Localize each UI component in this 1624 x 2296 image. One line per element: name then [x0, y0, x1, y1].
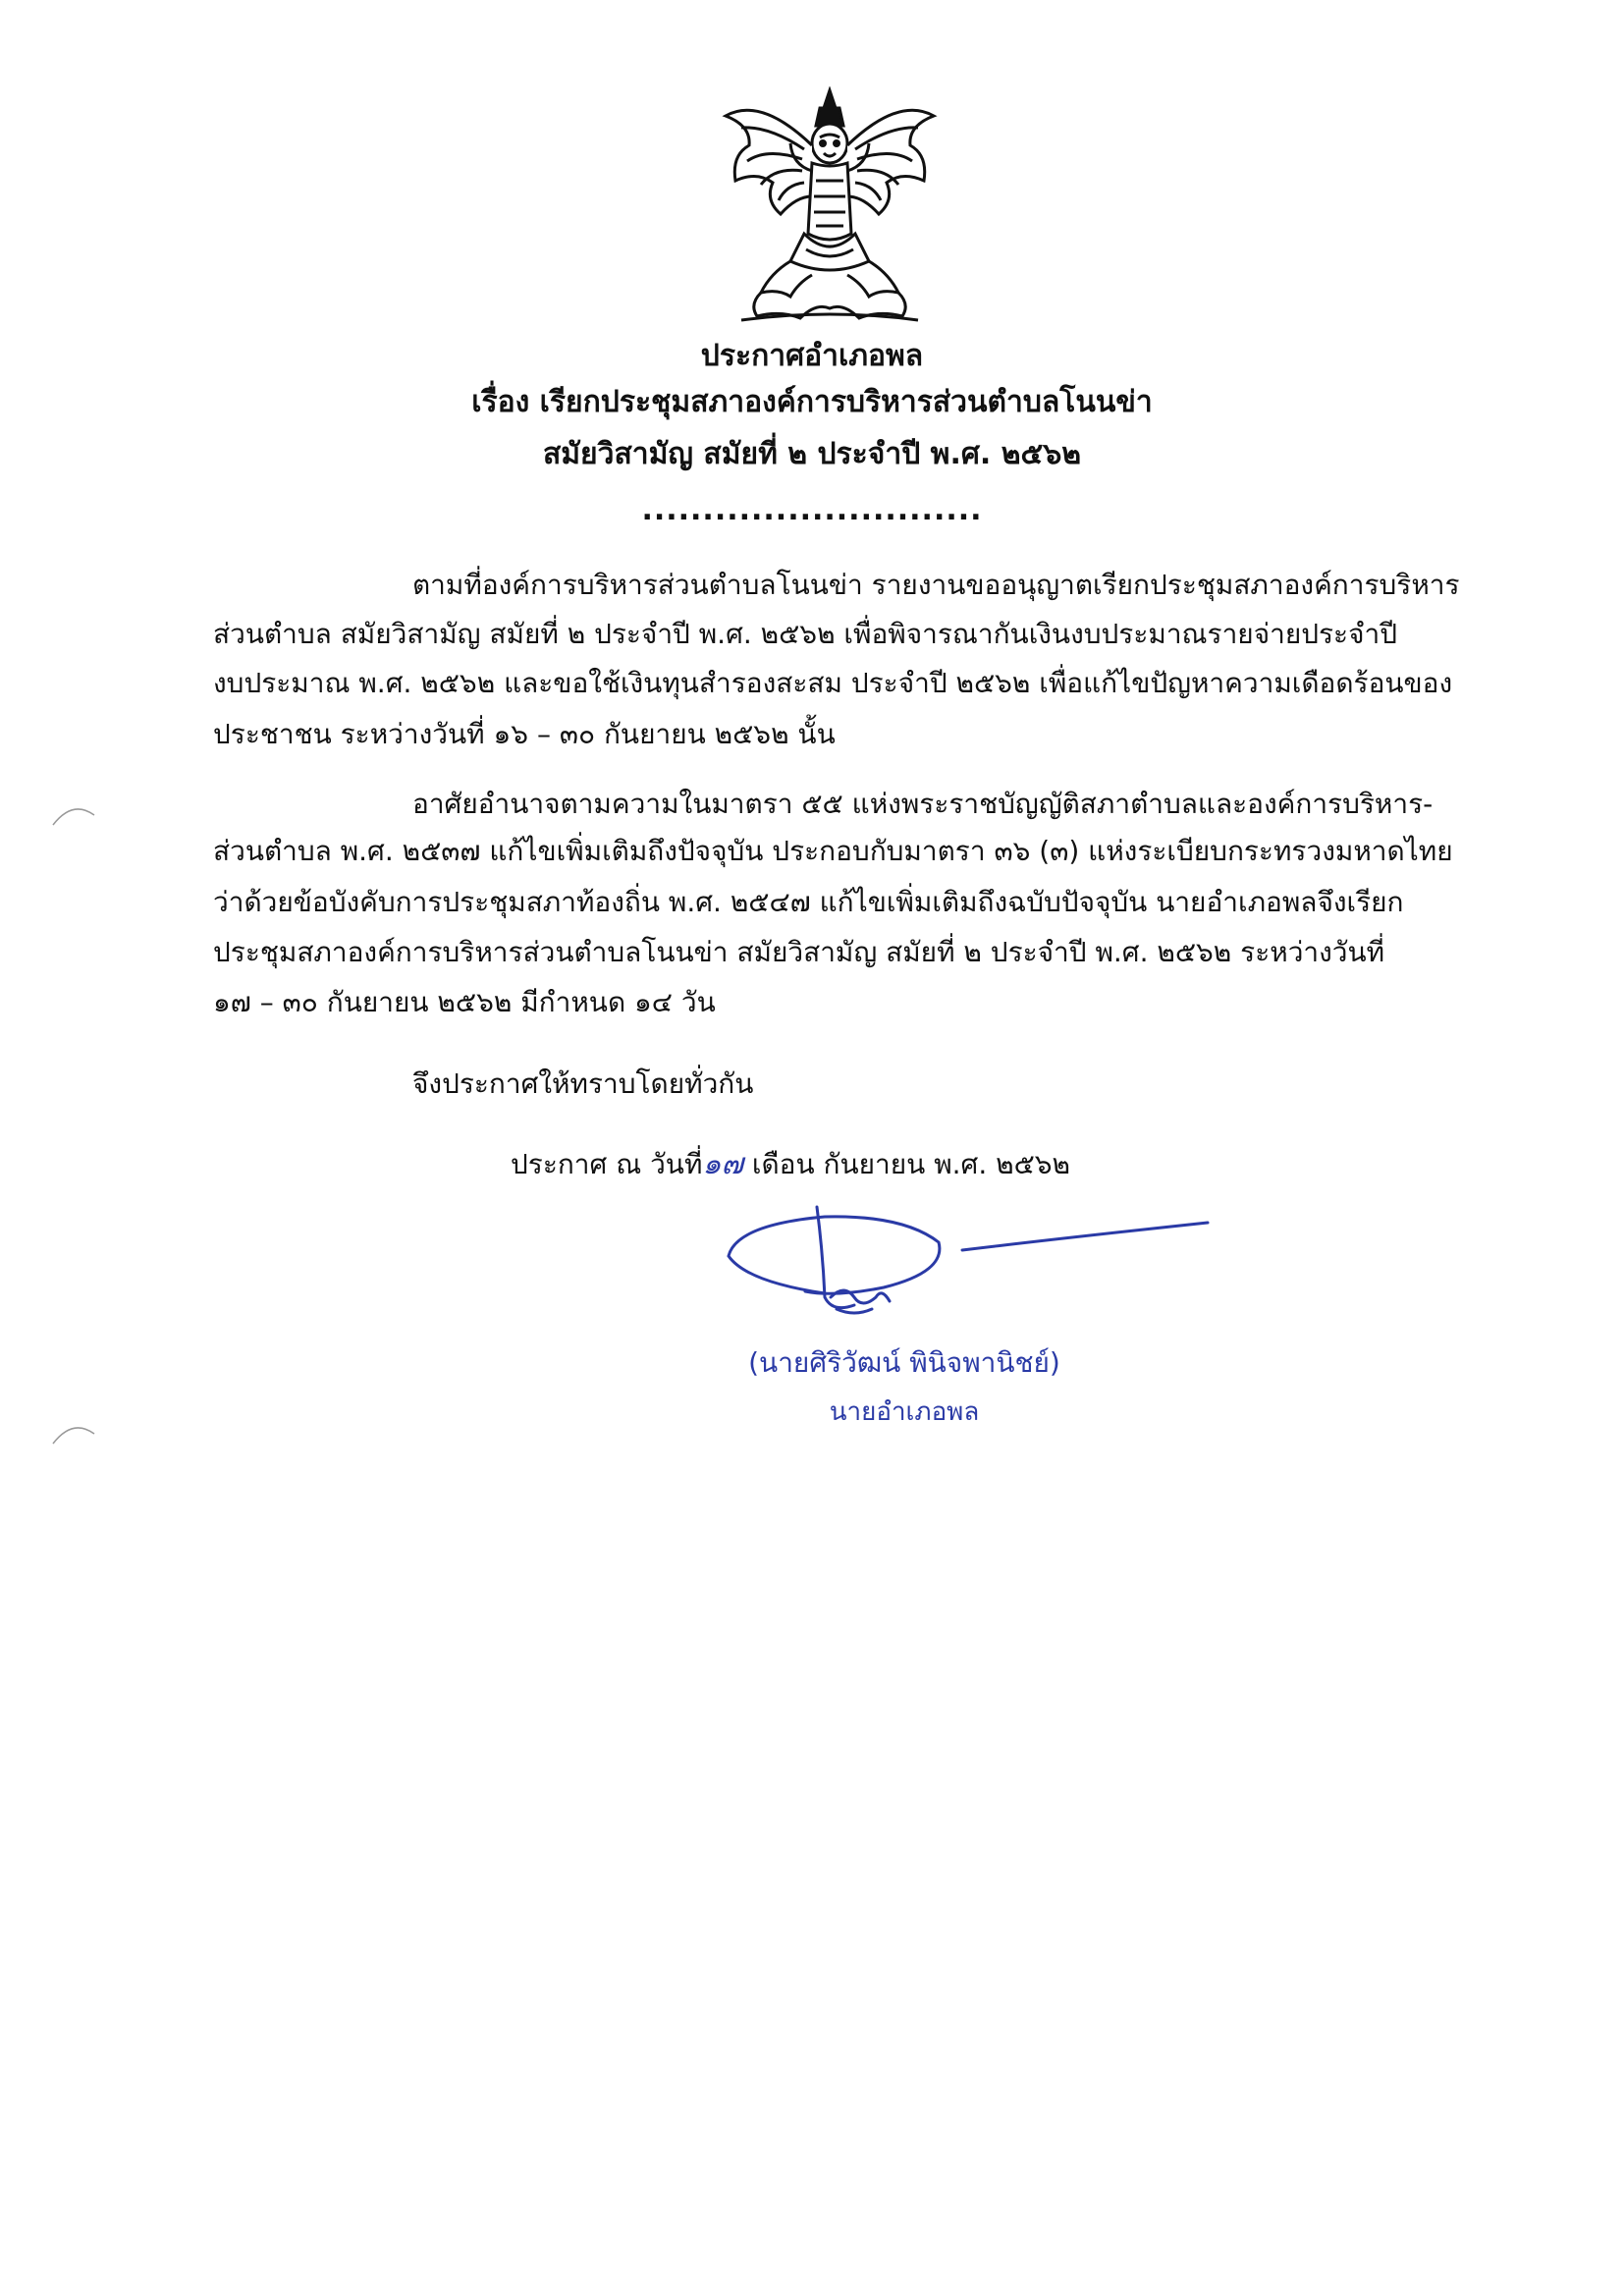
date-suffix: เดือน กันยายน พ.ศ. ๒๕๖๒	[743, 1148, 1071, 1180]
paragraph2-line5: ๑๗ – ๓๐ กันยายน ๒๕๖๒ มีกำหนด ๑๔ วัน	[213, 986, 716, 1018]
paragraph2-line1: อาศัยอำนาจตามความในมาตรา ๕๕ แห่งพระราชบัญญัติสภาตำบลและองค์การบริหาร-	[412, 788, 1434, 820]
punch-hole-mark-lower	[49, 1414, 98, 1453]
paragraph1-line3: งบประมาณ พ.ศ. ๒๕๖๒ และขอใช้เงินทุนสำรองสะสม ประจำปี ๒๕๖๒ เพื่อแก้ไขปัญหาความเดือดร้อนของ	[213, 667, 1453, 699]
signer-name: (นายศิริวัฒน์ พินิจพานิชย์)	[748, 1346, 1060, 1379]
announcement-subject: เรื่อง เรียกประชุมสภาองค์การบริหารส่วนตำบลโนนข่า	[471, 385, 1153, 419]
date-prefix: ประกาศ ณ วันที่	[511, 1148, 703, 1180]
paragraph1-line1: ตามที่องค์การบริหารส่วนตำบลโนนข่า รายงานขออนุญาตเรียกประชุมสภาองค์การบริหาร	[412, 569, 1460, 601]
announcement-date	[511, 1146, 1070, 1183]
announcement-session: สมัยวิสามัญ สมัยที่ ๒ ประจำปี พ.ศ. ๒๕๖๒	[542, 437, 1082, 471]
paragraph2-line2: ส่วนตำบล พ.ศ. ๒๕๓๗ แก้ไขเพิ่มเติมถึงปัจจุบัน ประกอบกับมาตรา ๓๖ (๓) แห่งระเบียบกระทรวงมหาดไทย	[213, 835, 1453, 867]
signer-position: นายอำเภอพล	[829, 1397, 980, 1427]
paragraph2-line3: ว่าด้วยข้อบังคับการประชุมสภาท้องถิ่น พ.ศ. ๒๕๔๗ แก้ไขเพิ่มเติมถึงฉบับปัจจุบัน นายอำเภอพลจึงเรียก	[213, 886, 1404, 918]
paragraph1-line2: ส่วนตำบล สมัยวิสามัญ สมัยที่ ๒ ประจำปี พ.ศ. ๒๕๖๒ เพื่อพิจารณากันเงินงบประมาณรายจ่ายประจำปี	[213, 618, 1397, 650]
garuda-emblem-icon	[722, 86, 938, 327]
paragraph2-line4: ประชุมสภาองค์การบริหารส่วนตำบลโนนข่า สมัยวิสามัญ สมัยที่ ๒ ประจำปี พ.ศ. ๒๕๖๒ ระหว่างวันที่	[213, 936, 1385, 968]
heading-separator: ............................	[641, 493, 983, 527]
paragraph1-line4: ประชาชน ระหว่างวันที่ ๑๖ – ๓๐ กันยายน ๒๕๖๒ นั้น	[213, 718, 836, 750]
announcement-title: ประกาศอำเภอพล	[700, 339, 924, 373]
handwritten-signature	[707, 1203, 1218, 1360]
date-day-handwritten: ๑๗	[702, 1147, 744, 1181]
closing-statement: จึงประกาศให้ทราบโดยทั่วกัน	[412, 1067, 754, 1100]
punch-hole-mark-upper	[49, 795, 98, 835]
